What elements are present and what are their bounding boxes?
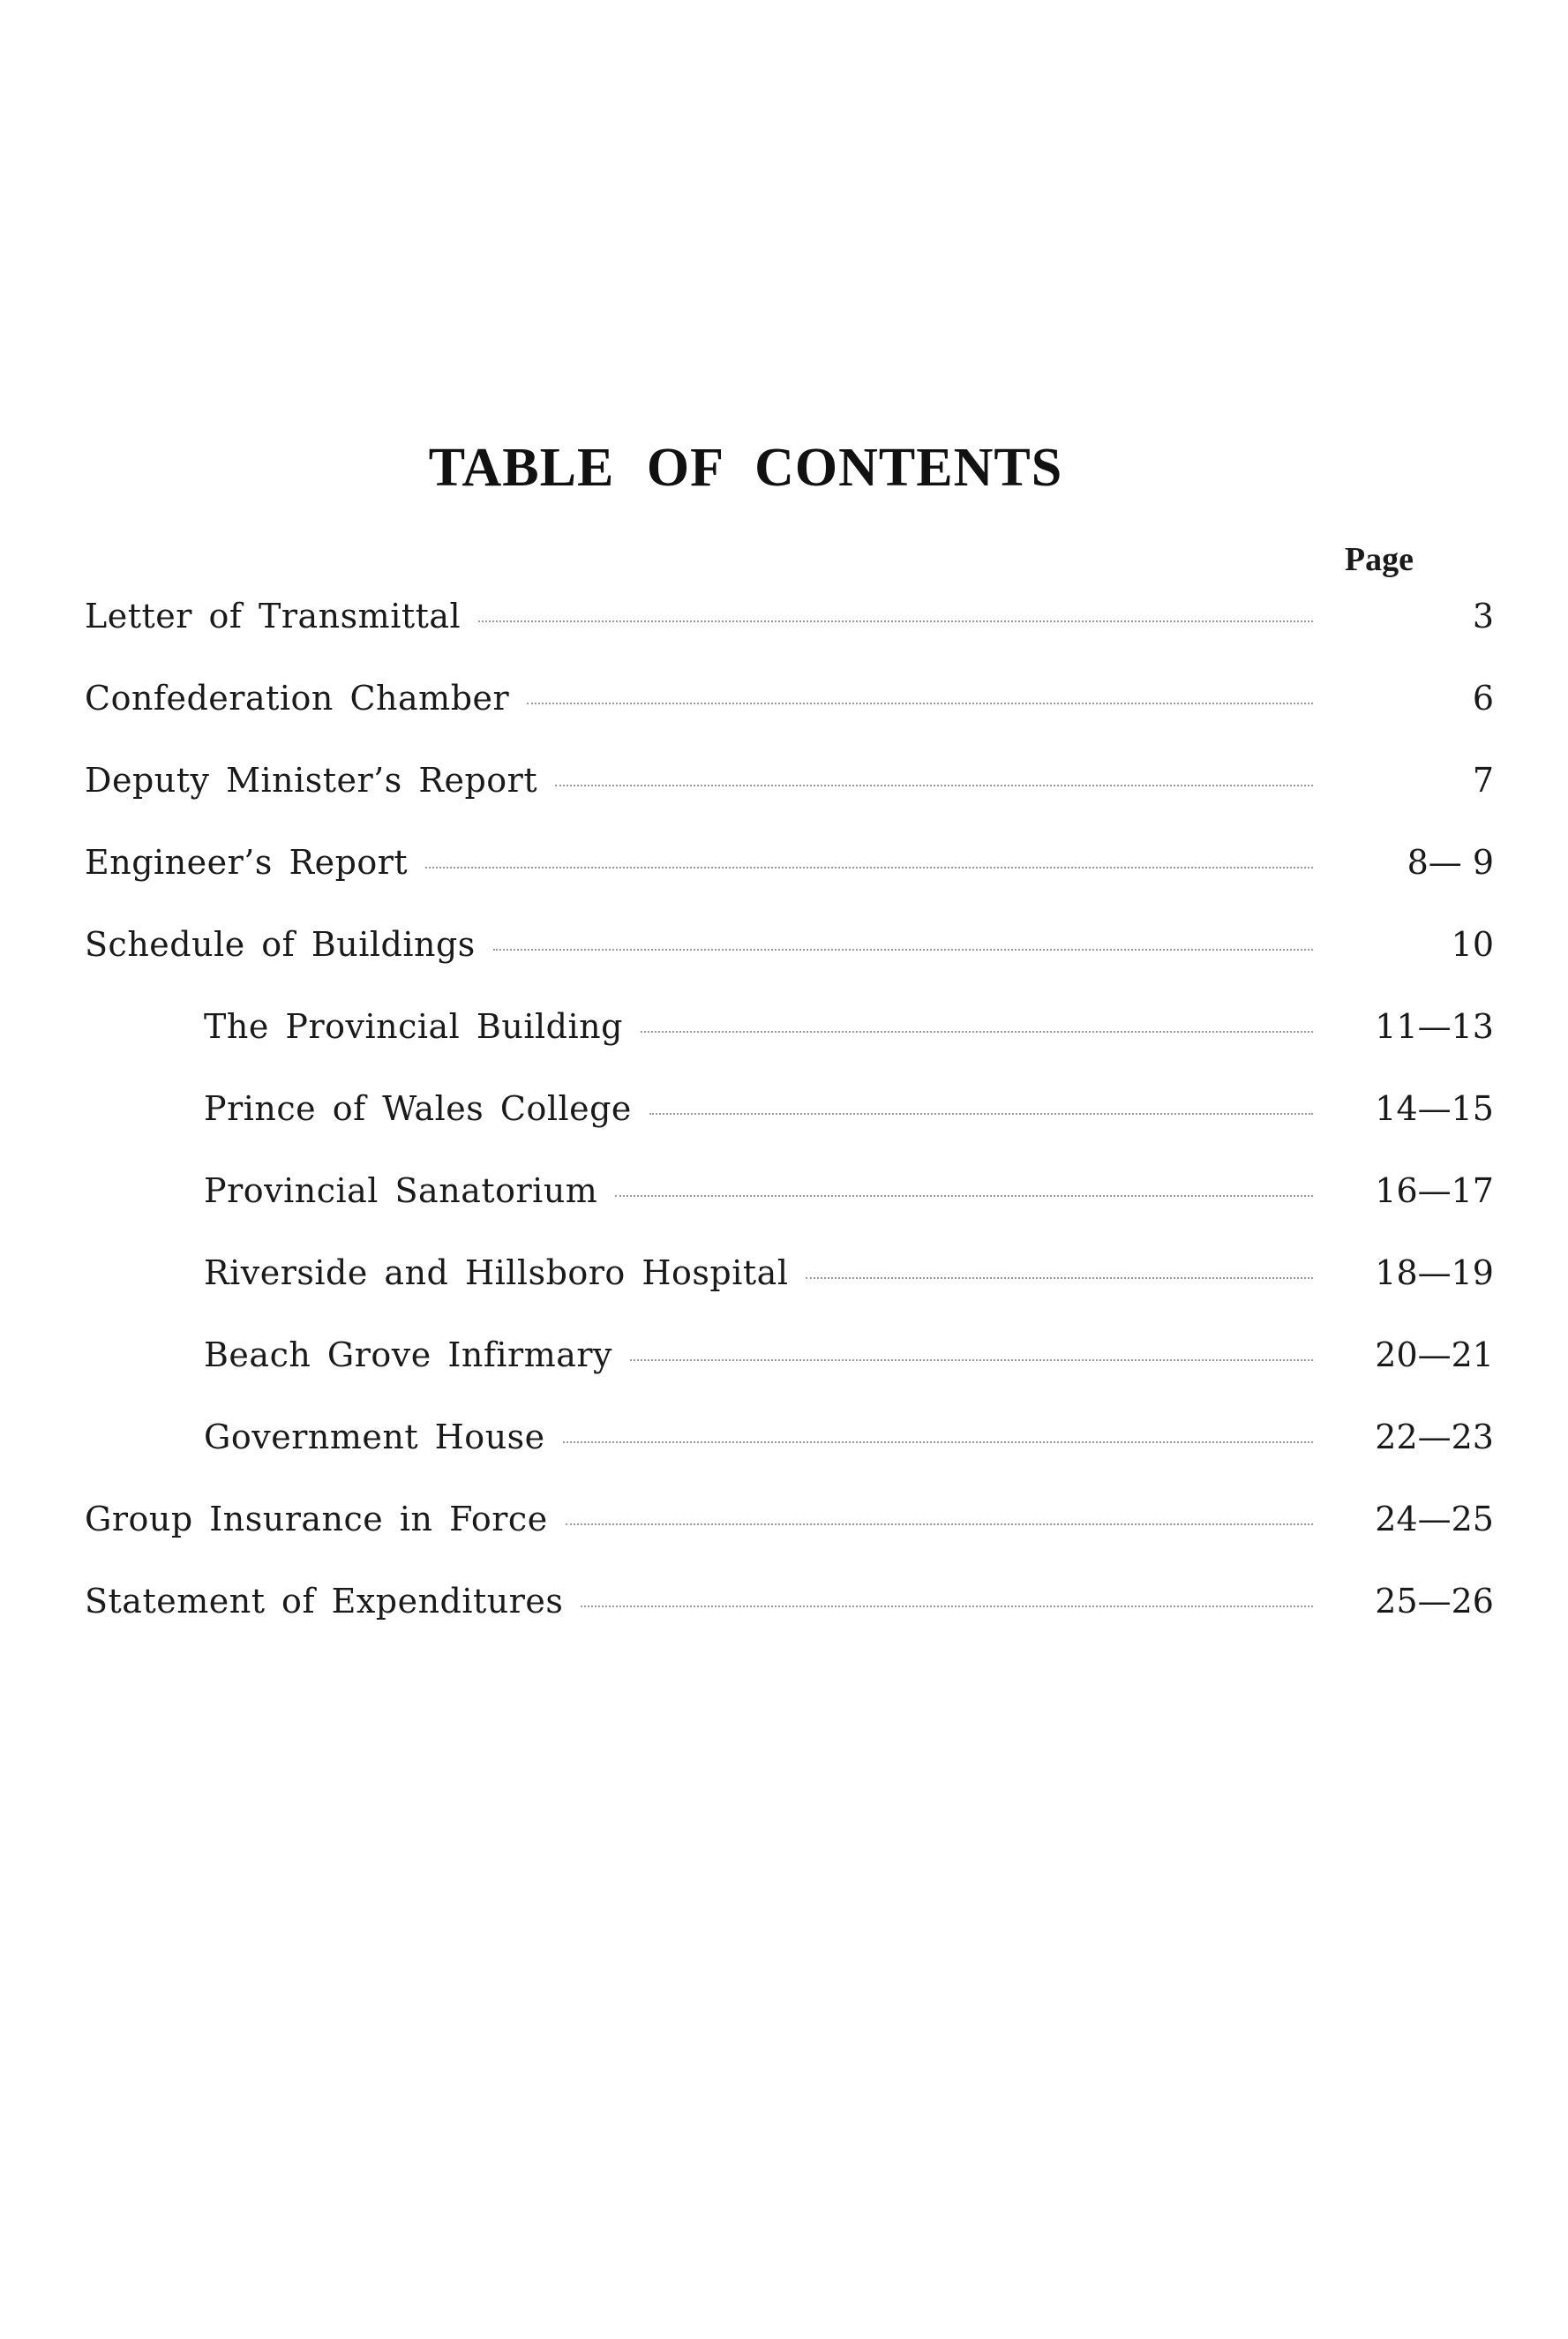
page-column-header: Page <box>1344 541 1414 578</box>
toc-entry-page: 3 <box>1472 597 1494 636</box>
toc-entry-page: 16—17 <box>1375 1171 1494 1210</box>
toc-entry-label: Provincial Sanatorium <box>204 1171 598 1210</box>
toc-entry-label: Riverside and Hillsboro Hospital <box>204 1253 789 1292</box>
toc-entry-label: Schedule of Buildings <box>85 925 476 964</box>
toc-entry-label: Letter of Transmittal <box>85 597 461 636</box>
toc-entry-letter-of-transmittal[interactable] <box>85 597 1494 641</box>
dot-leader <box>615 1195 1313 1197</box>
toc-entry-page: 22—23 <box>1375 1418 1494 1456</box>
dot-leader <box>478 620 1313 622</box>
dot-leader <box>527 703 1313 704</box>
toc-entry-page: 14—15 <box>1375 1089 1494 1128</box>
toc-entry-label: Confederation Chamber <box>85 679 510 718</box>
toc-entry-label: Government House <box>204 1418 545 1456</box>
toc-entry-government-house[interactable] <box>204 1418 1494 1462</box>
toc-entry-label: Deputy Minister’s Report <box>85 761 538 800</box>
toc-entry-label: The Provincial Building <box>204 1007 623 1046</box>
dot-leader <box>649 1113 1313 1115</box>
dot-leader <box>630 1359 1313 1361</box>
toc-entry-page: 10 <box>1451 925 1494 964</box>
toc-entry-riverside-hillsboro-hospital[interactable] <box>204 1253 1494 1297</box>
toc-entry-label: Statement of Expenditures <box>85 1582 564 1621</box>
toc-entry-label: Prince of Wales College <box>204 1089 632 1128</box>
toc-entry-page: 18—19 <box>1375 1253 1494 1292</box>
toc-entry-page: 25—26 <box>1375 1582 1494 1621</box>
dot-leader <box>641 1031 1313 1033</box>
toc-entry-page: 6 <box>1472 679 1494 718</box>
toc-entry-provincial-building[interactable] <box>204 1007 1494 1051</box>
toc-entry-page: 24—25 <box>1375 1500 1494 1538</box>
toc-entry-schedule-of-buildings[interactable] <box>85 925 1494 969</box>
toc-entry-confederation-chamber[interactable] <box>85 679 1494 723</box>
dot-leader <box>555 785 1313 786</box>
toc-entry-statement-of-expenditures[interactable] <box>85 1582 1494 1626</box>
toc-entry-beach-grove-infirmary[interactable] <box>204 1335 1494 1380</box>
toc-entry-group-insurance[interactable] <box>85 1500 1494 1544</box>
dot-leader <box>493 949 1313 951</box>
toc-entry-label: Engineer’s Report <box>85 843 409 882</box>
toc-entry-prince-of-wales-college[interactable] <box>204 1089 1494 1133</box>
toc-entry-page: 8— 9 <box>1407 843 1494 882</box>
dot-leader <box>563 1441 1313 1443</box>
toc-entry-provincial-sanatorium[interactable] <box>204 1171 1494 1215</box>
toc-entry-page: 7 <box>1472 761 1494 800</box>
dot-leader <box>566 1523 1313 1525</box>
dot-leader <box>581 1606 1313 1607</box>
toc-entry-page: 20—21 <box>1375 1335 1494 1374</box>
toc-entry-label: Beach Grove Infirmary <box>204 1335 613 1374</box>
dot-leader <box>425 867 1313 869</box>
toc-entry-deputy-ministers-report[interactable] <box>85 761 1494 805</box>
toc-entry-engineers-report[interactable] <box>85 843 1494 887</box>
dot-leader <box>806 1277 1313 1279</box>
page-title: TABLE OF CONTENTS <box>428 438 1063 498</box>
toc-entry-label: Group Insurance in Force <box>85 1500 548 1538</box>
toc-entry-page: 11—13 <box>1375 1007 1494 1046</box>
